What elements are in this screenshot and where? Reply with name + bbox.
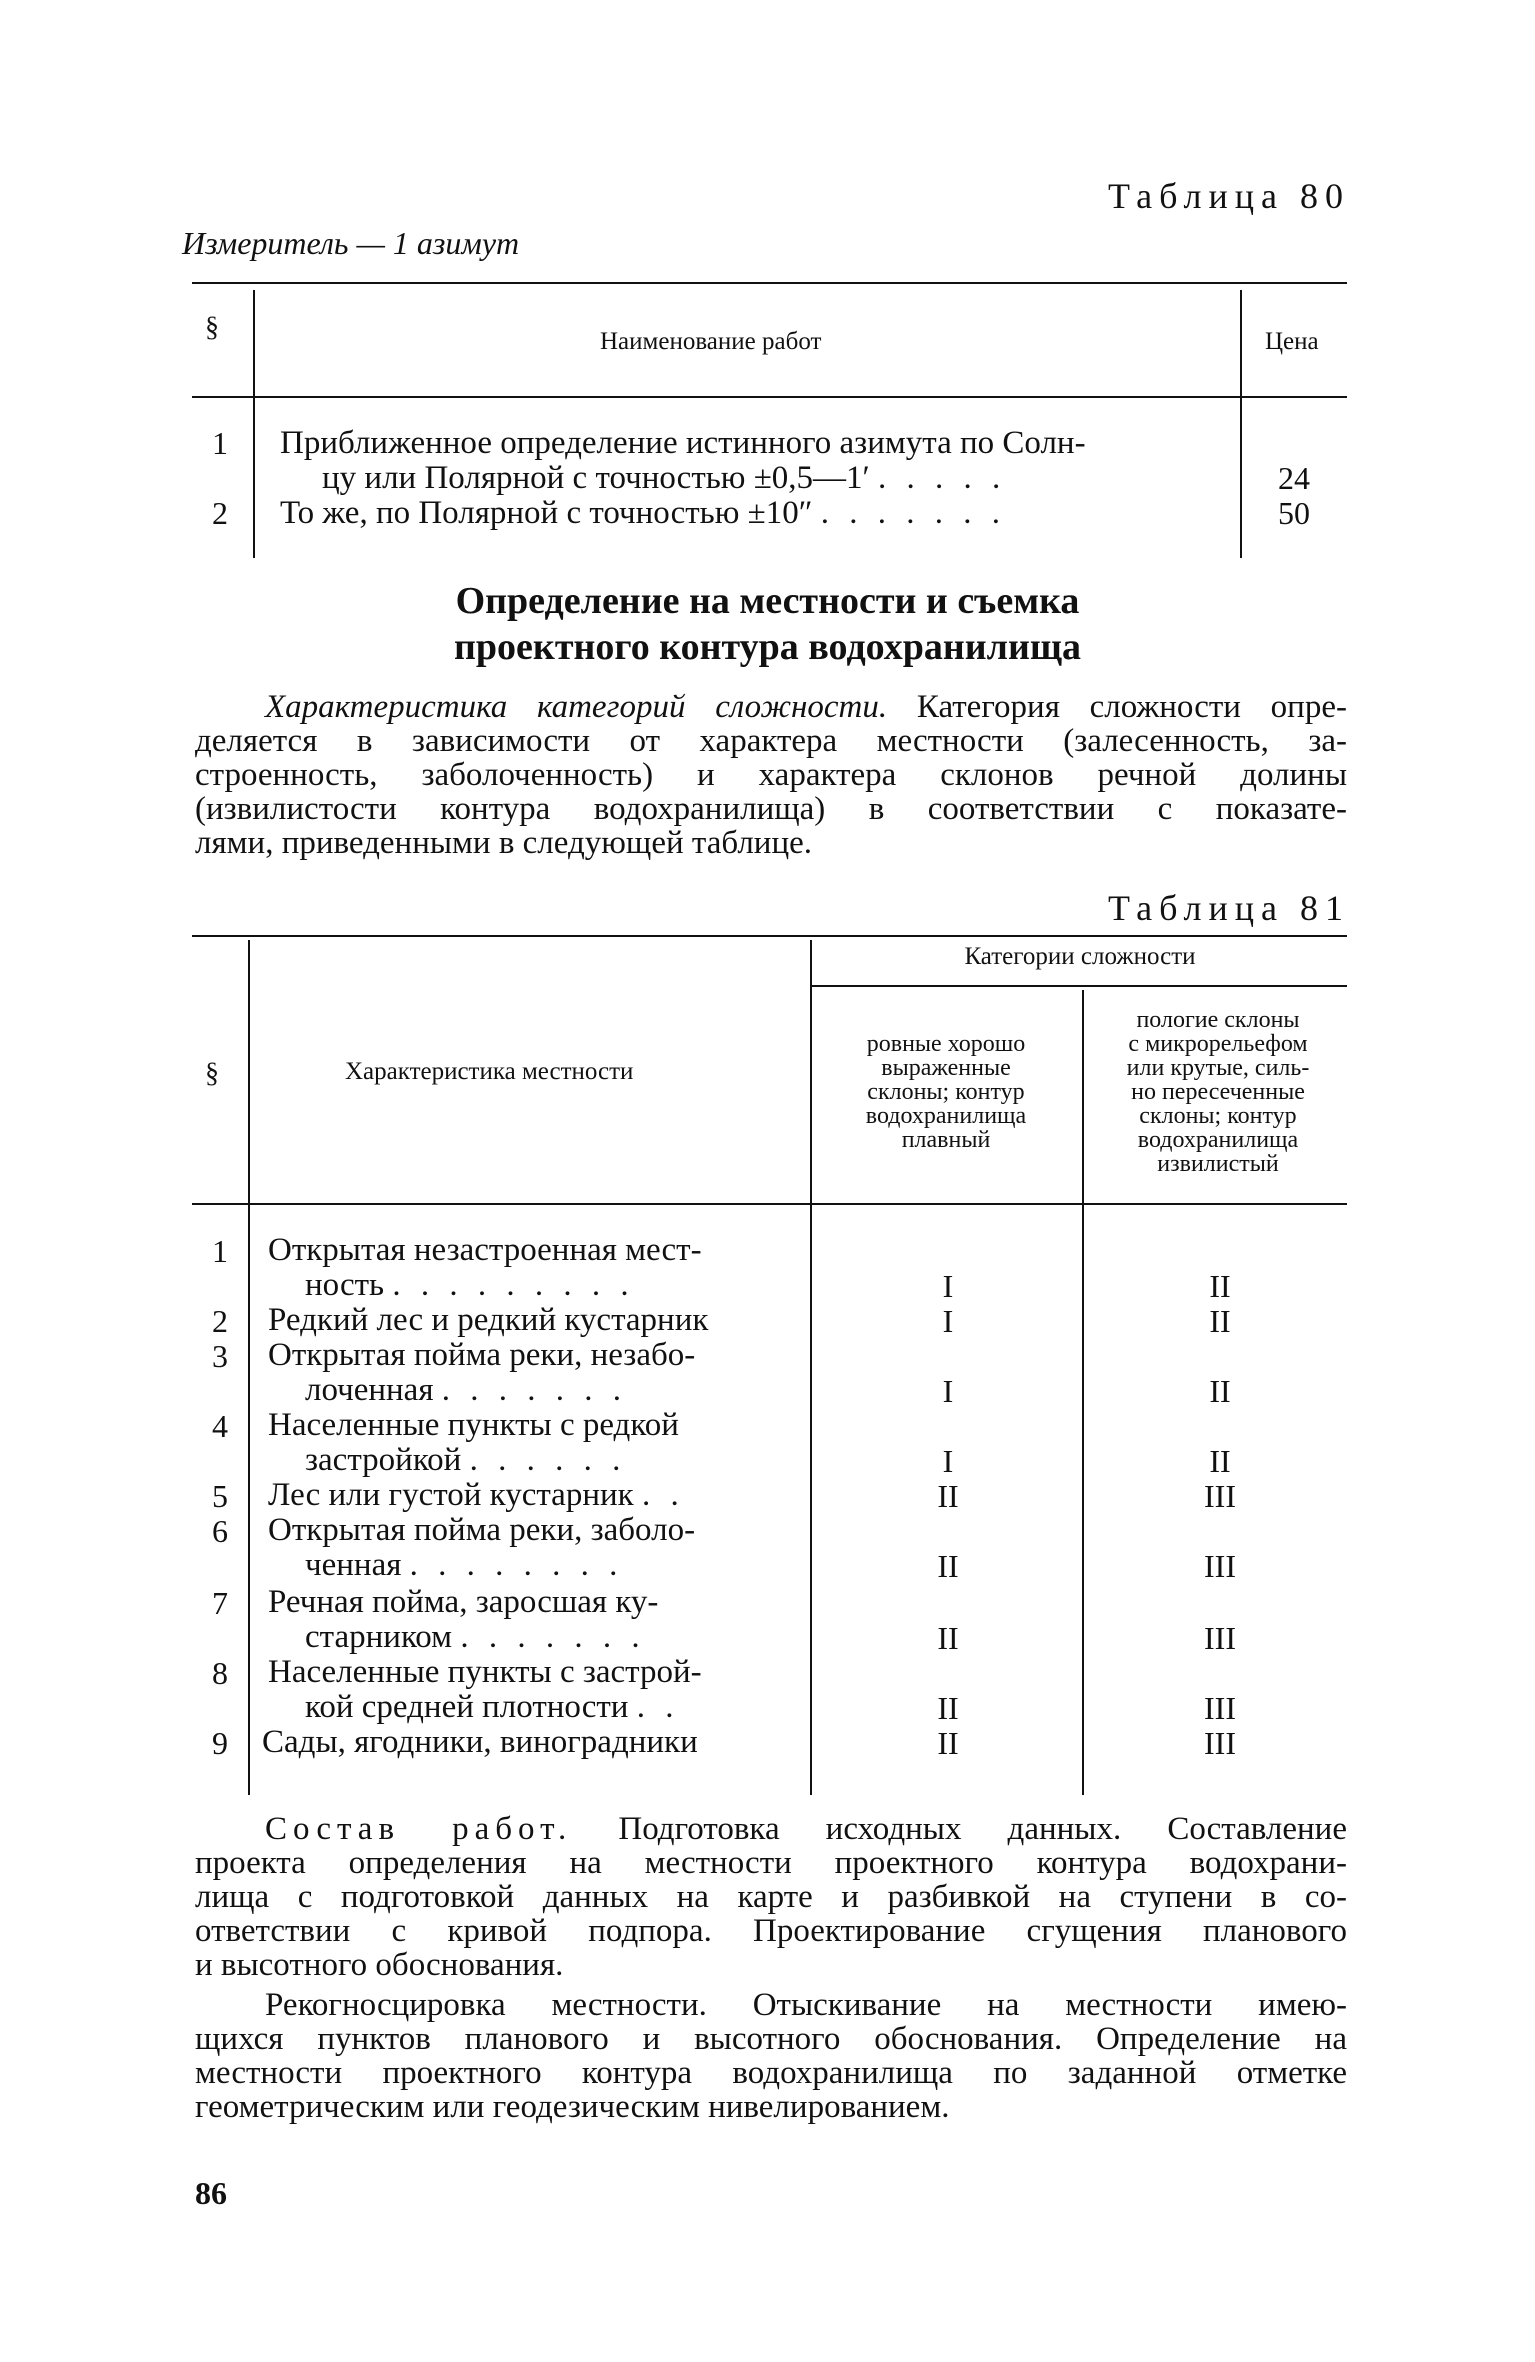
- para3-line-2: щихся пунктов планового и высотного обоснования. Определение на: [195, 2021, 1347, 2057]
- t81-row-2-cat2: II: [1209, 1303, 1231, 1339]
- t81-row-1-line1: Открытая незастроенная мест-: [268, 1232, 702, 1268]
- t81-row-3-num: 3: [212, 1338, 228, 1374]
- t81-col1-line-2: выраженные: [881, 1055, 1011, 1081]
- t81-col2-line-7: извилистый: [1157, 1151, 1279, 1177]
- para2-line-2: проекта определения на местности проектного контура водохрани-: [195, 1845, 1347, 1881]
- para3-line-4: геометрическим или геодезическим нивелированием.: [195, 2089, 950, 2125]
- t81-category-rule: [812, 985, 1347, 987]
- para2-line-3: лища с подготовкой данных на карте и разбивкой на ступени в со-: [195, 1879, 1347, 1915]
- t81-row-3-line1: Открытая пойма реки, незабо-: [268, 1337, 696, 1373]
- table-80-title: Таблица 80: [1108, 176, 1350, 216]
- t81-col-divider-2: [810, 940, 812, 1795]
- t81-row-5-line1: [268, 1478, 685, 1513]
- t81-col1-line-5: плавный: [901, 1127, 991, 1153]
- t81-row-8-cat2: III: [1204, 1690, 1236, 1726]
- t81-row-5-num: 5: [212, 1478, 228, 1514]
- para1-lead: Характеристика категорий сложности.: [265, 689, 888, 725]
- t81-row-3-line2-text: лоченная: [305, 1372, 434, 1408]
- t81-row-4-line2: [305, 1443, 626, 1478]
- t81-row-1-line2: [305, 1268, 635, 1303]
- t81-row-5-cat1: II: [937, 1478, 959, 1514]
- para2-line-4: ответствии с кривой подпора. Проектирование сгущения планового: [195, 1913, 1347, 1949]
- para3-line-3: местности проектного контура водохранилища по заданной отметке: [195, 2055, 1347, 2091]
- t80-row-1-num: 1: [212, 425, 228, 461]
- t81-row-7-num: 7: [212, 1585, 228, 1621]
- section-title: [0, 578, 1535, 670]
- t80-row-1-price: 24: [1278, 460, 1310, 496]
- t81-row-5-cat2: III: [1204, 1478, 1236, 1514]
- para1-line-2: деляется в зависимости от характера местности (залесенность, за-: [195, 723, 1347, 759]
- t81-row-8-line2-text: кой средней плотности: [305, 1689, 629, 1725]
- t81-row-9-cat2: III: [1204, 1725, 1236, 1761]
- para3-line-1: Рекогносцировка местности. Отыскивание на местности имею-: [265, 1987, 1347, 2023]
- measure-unit: Измеритель — 1 азимут: [182, 225, 520, 261]
- t81-row-3-cat2: II: [1209, 1373, 1231, 1409]
- t81-row-8-cat1: II: [937, 1690, 959, 1726]
- t80-top-rule: [192, 282, 1347, 284]
- paragraph-reconnaissance: [195, 1988, 1347, 2124]
- t81-row-2-num: 2: [212, 1303, 228, 1339]
- t81-row-8-num: 8: [212, 1655, 228, 1691]
- t81-row-9-cat1: II: [937, 1725, 959, 1761]
- t81-row-5-line1-text: Лес или густой кустарник: [268, 1477, 634, 1513]
- page-number: 86: [195, 2175, 227, 2211]
- t81-row-2-cat1: I: [942, 1303, 954, 1339]
- t81-col1-line-3: склоны; контур: [867, 1079, 1025, 1105]
- t80-header-price: Цена: [1265, 328, 1319, 355]
- t81-row-6-line2-text: ченная: [305, 1547, 402, 1583]
- t81-row-1-num: 1: [212, 1233, 228, 1269]
- t81-header-col2: [1087, 1008, 1349, 1176]
- t81-row-7-line2: [305, 1620, 646, 1655]
- t81-row-3-cat1: I: [942, 1373, 954, 1409]
- paragraph-complexity: [195, 690, 1347, 860]
- t80-row-2-dots: . . . . . . .: [820, 495, 1006, 531]
- t80-row-1-line2: [322, 460, 1006, 496]
- t81-row-7-cat1: II: [937, 1620, 959, 1656]
- t80-row-2-num: 2: [212, 495, 228, 531]
- t81-row-6-line1: Открытая пойма реки, заболо-: [268, 1512, 696, 1548]
- t81-row-6-cat2: III: [1204, 1548, 1236, 1584]
- t80-header-section: §: [205, 312, 219, 343]
- t80-col-divider-1: [253, 290, 255, 558]
- t81-row-1-cat1: I: [942, 1268, 954, 1304]
- t81-row-9-line1: Сады, ягодники, виноградники: [262, 1724, 698, 1760]
- t80-row-1-dots: . . . . .: [878, 460, 1007, 496]
- t81-header-name: Характеристика местности: [345, 1058, 634, 1085]
- t81-row-3-line2: [305, 1373, 627, 1408]
- t81-row-4-line1: Населенные пункты с редкой: [268, 1407, 679, 1443]
- t81-row-7-line1: Речная пойма, заросшая ку-: [268, 1584, 659, 1620]
- para1-line-3: строенность, заболоченность) и характера склонов речной долины: [195, 757, 1347, 793]
- t80-col-divider-2: [1240, 290, 1242, 558]
- t81-row-7-line2-text: старником: [305, 1619, 453, 1655]
- t81-row-3-dots: . . . . . . .: [441, 1372, 628, 1408]
- t80-row-2-price: 50: [1278, 495, 1310, 531]
- para1-line-4: (извилистости контура водохранилища) в соответствии с показате-: [195, 791, 1347, 827]
- t81-row-8-dots: . .: [636, 1689, 680, 1725]
- para1-line-5: лями, приведенными в следующей таблице.: [195, 825, 813, 861]
- t81-row-8-line1: Населенные пункты с застрой-: [268, 1654, 702, 1690]
- t81-row-7-cat2: III: [1204, 1620, 1236, 1656]
- t81-row-6-num: 6: [212, 1513, 228, 1549]
- t80-row-1-line2-text: цу или Полярной с точностью ±0,5—1′: [322, 460, 870, 496]
- t80-row-1-line1: Приближенное определение истинного азимута по Солн-: [280, 425, 1086, 461]
- t80-header-rule: [192, 396, 1347, 398]
- para2-line-1-text: Подготовка исходных данных. Составление: [572, 1811, 1347, 1847]
- t81-row-4-line2-text: застройкой: [305, 1442, 462, 1478]
- table-81-title: Таблица 81: [1108, 888, 1350, 928]
- t81-row-8-line2: [305, 1690, 679, 1725]
- paragraph-work-composition: [195, 1812, 1347, 1982]
- t81-row-2-line1: Редкий лес и редкий кустарник: [268, 1302, 709, 1338]
- para2-line-1: [195, 1812, 1347, 1846]
- t81-row-7-dots: . . . . . . .: [460, 1619, 646, 1655]
- t81-col-divider-1: [248, 940, 250, 1795]
- section-title-line2: проектного контура водохранилища: [454, 626, 1081, 668]
- t81-row-6-dots: . . . . . . . .: [409, 1547, 624, 1583]
- t81-col2-line-5: склоны; контур: [1139, 1103, 1297, 1129]
- para2-lead: Состав работ.: [265, 1811, 573, 1847]
- para1-line-1: [195, 690, 1347, 724]
- t81-row-4-cat1: I: [942, 1443, 954, 1479]
- t81-row-4-cat2: II: [1209, 1443, 1231, 1479]
- t81-row-6-line2: [305, 1548, 623, 1583]
- t81-col-divider-3: [1082, 990, 1084, 1795]
- t81-row-4-dots: . . . . . .: [469, 1442, 627, 1478]
- t80-row-2-line1: [280, 495, 1006, 531]
- t81-row-1-line2-text: ность: [305, 1267, 385, 1303]
- t81-col2-line-6: водохранилища: [1137, 1127, 1299, 1153]
- t81-row-9-num: 9: [212, 1725, 228, 1761]
- t81-col2-line-4: но пересеченные: [1131, 1079, 1305, 1105]
- t81-col2-line-1: пологие склоны: [1136, 1007, 1300, 1033]
- t81-row-1-dots: . . . . . . . . .: [392, 1267, 635, 1303]
- t81-top-rule: [192, 935, 1347, 937]
- t81-col2-line-2: с микрорельефом: [1128, 1031, 1308, 1057]
- para2-line-5: и высотного обоснования.: [195, 1947, 564, 1983]
- t81-header-rule: [192, 1203, 1347, 1205]
- t80-row-2-line1-text: То же, по Полярной с точностью ±10″: [280, 495, 813, 531]
- t81-header-section: §: [205, 1058, 219, 1089]
- t81-row-4-num: 4: [212, 1408, 228, 1444]
- section-title-line1: Определение на местности и съемка: [455, 580, 1080, 622]
- t80-header-name: Наименование работ: [600, 328, 822, 355]
- t81-row-6-cat1: II: [937, 1548, 959, 1584]
- t81-col2-line-3: или крутые, силь-: [1126, 1055, 1310, 1081]
- t81-header-col1: [815, 1032, 1077, 1152]
- t81-row-1-cat2: II: [1209, 1268, 1231, 1304]
- t81-col1-line-1: ровные хорошо: [866, 1031, 1026, 1057]
- para1-line-1-text: Категория сложности опре-: [887, 689, 1347, 725]
- t81-header-categories: Категории сложности: [964, 943, 1196, 970]
- t81-col1-line-4: водохранилища: [865, 1103, 1027, 1129]
- t81-row-5-dots: . .: [641, 1477, 685, 1513]
